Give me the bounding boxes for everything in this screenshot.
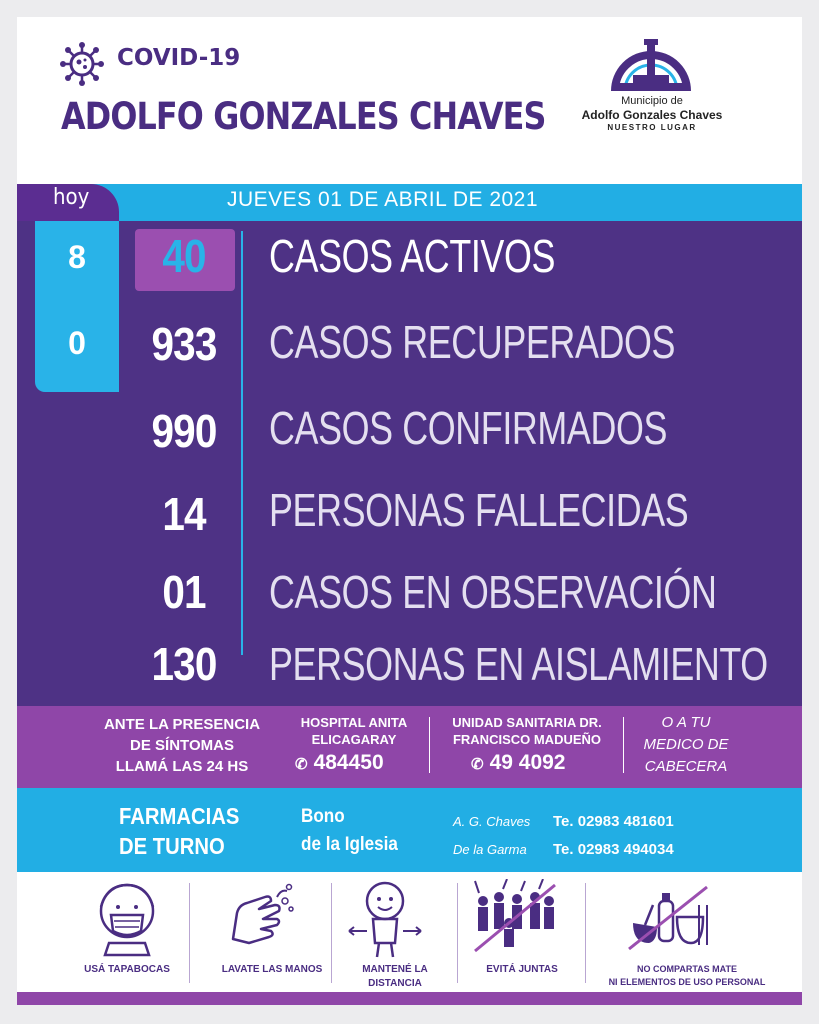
hospital-phone-number: 484450	[313, 751, 384, 774]
mate-icon	[621, 883, 713, 955]
divider	[623, 717, 624, 773]
pharmacy-line-1: Bono	[301, 806, 345, 827]
stat-value: 933	[151, 318, 217, 370]
stat-label: CASOS EN OBSERVACIÓN	[269, 566, 717, 618]
tip-caption-line: LAVATE LAS MANOS	[221, 964, 323, 975]
tip-caption-line: NI ELEMENTOS DE USO PERSONAL	[608, 977, 766, 987]
municipio-line-3: NUESTRO LUGAR	[607, 123, 697, 132]
unidad-contact	[435, 714, 619, 748]
page-title: ADOLFO GONZALES CHAVES	[61, 95, 546, 138]
social-distance-icon	[345, 877, 425, 961]
hospital-line-2: ELICAGARAY	[311, 732, 397, 747]
crowd-icon	[469, 879, 559, 953]
municipio-line-1: Municipio de	[621, 95, 683, 107]
pharmacy-line-2: de la Iglesia	[301, 834, 398, 855]
hand-wash-icon	[219, 879, 299, 957]
stat-label: PERSONAS EN AISLAMIENTO	[269, 638, 768, 690]
virus-icon	[59, 41, 105, 87]
divider	[331, 883, 332, 983]
divider	[585, 883, 586, 983]
farmacias-title	[119, 801, 239, 861]
unidad-line-1: UNIDAD SANITARIA DR.	[452, 715, 602, 730]
hospital-line-1: HOSPITAL ANITA	[300, 715, 408, 730]
municipio-logo	[609, 27, 693, 93]
symptoms-text	[87, 714, 277, 777]
symptoms-line-1: ANTE LA PRESENCIA	[103, 716, 261, 733]
stat-value: 01	[162, 566, 206, 618]
stat-value: 14	[162, 488, 206, 540]
divider	[189, 883, 190, 983]
tip-caption-line: USÁ TAPABOCAS	[84, 964, 170, 975]
stat-label: CASOS CONFIRMADOS	[269, 402, 668, 454]
today-label: hoy	[53, 185, 90, 210]
hospital-phone[interactable]	[295, 751, 384, 775]
location-1: A. G. Chaves	[453, 814, 531, 829]
tip-caption-line: MANTENÉ LA	[362, 964, 428, 975]
pharmacy-locations	[453, 808, 530, 864]
today-activos: 8	[68, 239, 86, 275]
municipio-line-2: Adolfo Gonzales Chaves	[581, 108, 723, 122]
bottom-bar	[17, 992, 802, 1005]
divider-line	[241, 231, 243, 655]
stat-value: 990	[151, 405, 217, 457]
stat-label: CASOS RECUPERADOS	[269, 316, 676, 368]
face-mask-icon	[87, 877, 167, 957]
tip-caption-line: DISTANCIA	[368, 978, 422, 989]
pharmacy-names	[301, 803, 398, 859]
unidad-line-2: FRANCISCO MADUEÑO	[452, 732, 602, 747]
farmacias-title-line-1: FARMACIAS	[119, 803, 240, 829]
unidad-phone-number: 49 4092	[489, 751, 566, 774]
stat-label: CASOS ACTIVOS	[269, 230, 556, 282]
tip-caption-line: EVITÁ JUNTAS	[486, 964, 558, 975]
stat-label: PERSONAS FALLECIDAS	[269, 484, 689, 536]
pharmacy-phone-1[interactable]: Te. 02983 481601	[553, 813, 674, 830]
medico-line-2: MEDICO DE	[643, 736, 729, 753]
symptoms-line-3: LLAMÁ LAS 24 HS	[115, 758, 249, 775]
pharmacy-phone-2[interactable]: Te. 02983 494034	[553, 841, 674, 858]
today-recuperados: 0	[68, 325, 86, 361]
hospital-contact	[285, 714, 423, 748]
tip-caption	[589, 963, 785, 989]
stats-panel	[17, 221, 802, 706]
divider	[429, 717, 430, 773]
farmacias-title-line-2: DE TURNO	[119, 833, 225, 859]
tip-caption	[67, 963, 187, 977]
covid-label: COVID-19	[117, 45, 241, 71]
medico-line-3: CABECERA	[644, 758, 728, 775]
medico-line-1: O A TU	[661, 714, 711, 731]
tip-caption	[335, 963, 455, 991]
symptoms-line-2: DE SÍNTOMAS	[130, 737, 234, 754]
tip-caption-line: NO COMPARTAS MATE	[637, 964, 737, 974]
stat-value: 130	[151, 638, 217, 690]
pharmacy-phones	[553, 808, 674, 864]
stat-value: 40	[162, 230, 206, 282]
location-2: De la Garma	[453, 842, 527, 857]
report-date: JUEVES 01 DE ABRIL DE 2021	[227, 188, 539, 211]
tip-caption	[457, 963, 587, 977]
phone-icon: ✆	[295, 756, 308, 773]
phone-icon: ✆	[471, 756, 484, 773]
covid-report-card	[17, 17, 802, 1005]
unidad-phone[interactable]	[471, 751, 566, 775]
tip-caption	[197, 963, 347, 977]
medico-text	[631, 712, 741, 778]
